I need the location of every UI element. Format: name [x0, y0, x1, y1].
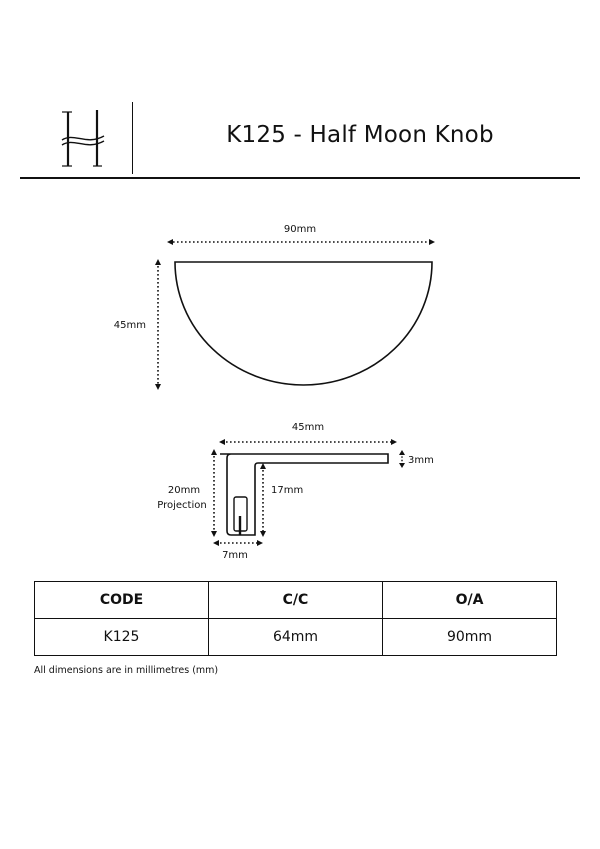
- projection-dimension-caption: Projection: [157, 500, 207, 511]
- table-row: [35, 619, 557, 656]
- header-oa: O/A: [383, 582, 557, 619]
- base-width-dimension-label: 7mm: [222, 550, 248, 561]
- inner-height-dimension-label: 17mm: [271, 485, 304, 496]
- header-divider: [132, 102, 133, 174]
- half-moon-outline: [175, 262, 432, 385]
- length-dimension-label: 45mm: [291, 422, 325, 433]
- width-dimension-label: 90mm: [283, 224, 317, 235]
- header-rule: [20, 177, 580, 179]
- page-title: K125 - Half Moon Knob: [226, 122, 494, 148]
- spec-table: [34, 581, 557, 656]
- footnote: All dimensions are in millimetres (mm): [34, 665, 219, 676]
- cell-code: K125: [35, 619, 209, 656]
- cell-cc: 64mm: [209, 619, 383, 656]
- side-profile-outline: [220, 454, 388, 535]
- thickness-dimension-label: 3mm: [408, 455, 434, 466]
- height-dimension-label: 45mm: [113, 320, 146, 331]
- technical-drawing: [0, 210, 600, 570]
- h-monogram-icon: [52, 102, 116, 174]
- header-code: CODE: [35, 582, 209, 619]
- projection-dimension-label: 20mm: [167, 485, 201, 496]
- table-header-row: [35, 582, 557, 619]
- cell-oa: 90mm: [383, 619, 557, 656]
- header-cc: C/C: [209, 582, 383, 619]
